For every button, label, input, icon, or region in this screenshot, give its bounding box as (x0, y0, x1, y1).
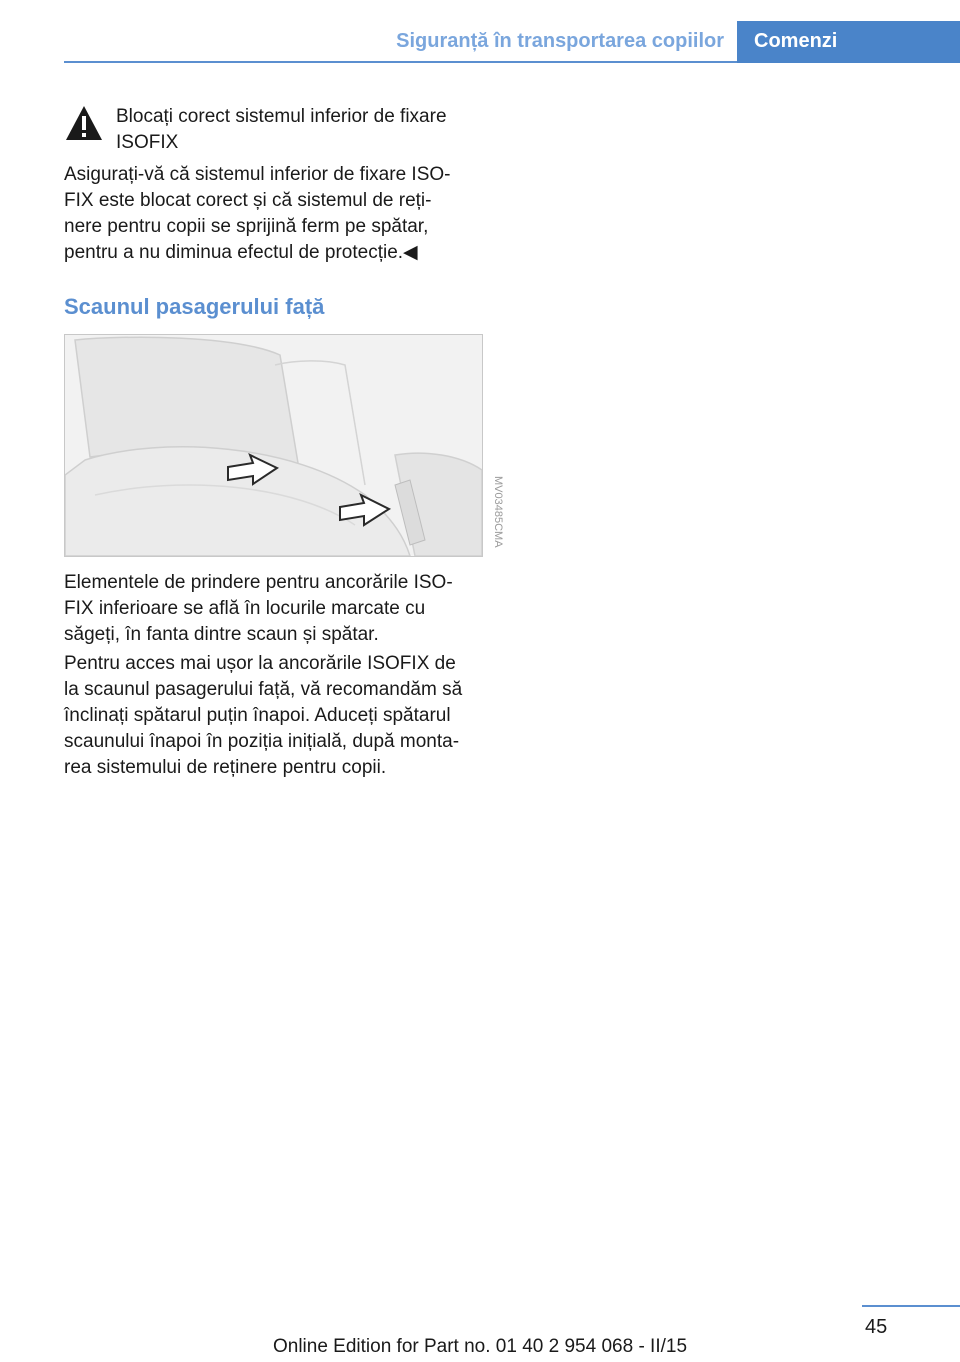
warning-title-line: ISOFIX (116, 132, 179, 153)
paragraph (64, 570, 484, 648)
tab-label: Comenzi (754, 30, 838, 52)
warning-body-line: nere pentru copii se sprijină ferm pe spătar, (64, 216, 429, 237)
warning-body-line: pentru a nu diminua efectul de protecție.◀ (64, 242, 418, 263)
page-number: 45 (865, 1316, 888, 1338)
seat-illustration (64, 334, 483, 557)
figure-code: MV03485CMA (492, 476, 504, 548)
paragraph-line: săgeți, în fanta dintre scaun și spătar. (64, 624, 379, 645)
warning-title (116, 104, 476, 156)
warning-body-line: FIX este blocat corect și că sistemul de reți‐ (64, 190, 432, 211)
warning-triangle-icon (64, 104, 104, 142)
paragraph-line: rea sistemului de reținere pentru copii. (64, 757, 387, 778)
paragraph-line: scaunului înapoi în poziția inițială, după monta‐ (64, 731, 460, 752)
paragraph-line: Elementele de prindere pentru ancorările ISO‐ (64, 572, 453, 593)
edition-text: Online Edition for Part no. 01 40 2 954 068 - II/15 (272, 1336, 688, 1357)
section-heading: Scaunul pasagerului față (64, 294, 325, 319)
paragraph (64, 651, 484, 781)
paragraph-line: Pentru acces mai ușor la ancorările ISOFIX de (64, 653, 456, 674)
warning-title-line: Blocați corect sistemul inferior de fixare (116, 106, 447, 127)
paragraph-line: la scaunul pasagerului față, vă recomandăm să (64, 679, 463, 700)
paragraph-line: FIX inferioare se află în locurile marcate cu (64, 598, 426, 619)
section-title: Siguranță în transportarea copiilor (396, 30, 724, 52)
warning-body (64, 162, 484, 266)
tab-comenzi[interactable] (737, 21, 960, 63)
paragraph-line: înclinați spătarul puțin înapoi. Aduceți spătarul (64, 705, 451, 726)
warning-body-line: Asigurați-vă că sistemul inferior de fixare ISO‐ (64, 164, 451, 185)
footer-rule (862, 1305, 960, 1307)
